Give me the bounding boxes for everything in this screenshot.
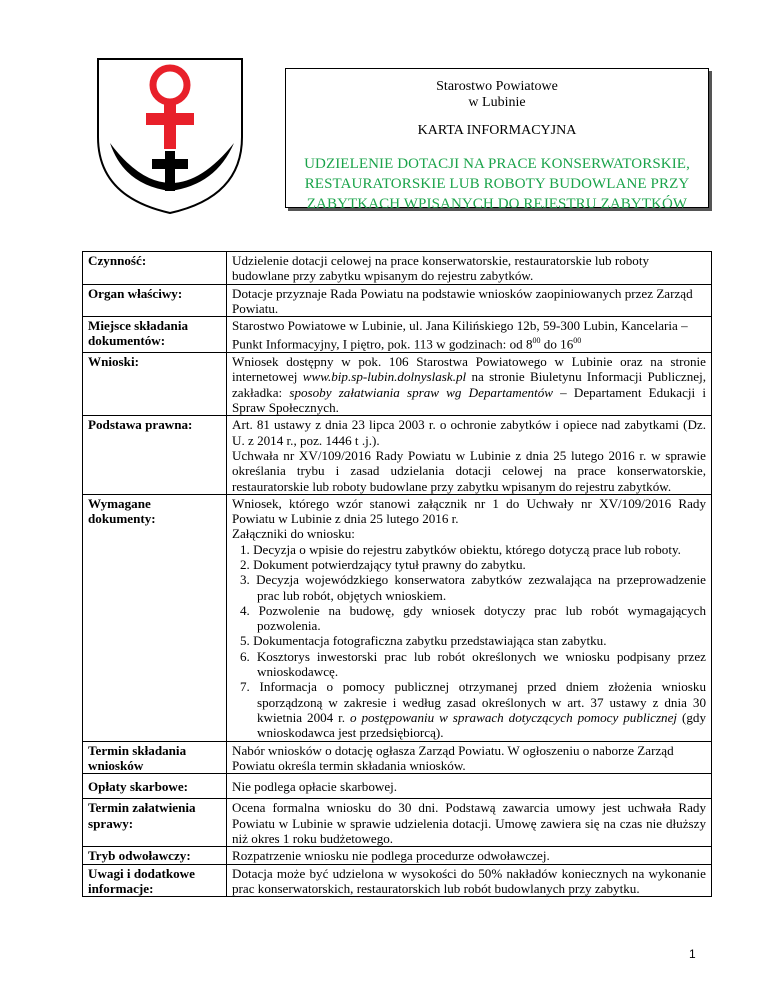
value-czynnosc: Udzielenie dotacji celowej na prace konserwatorskie, restauratorskie lub roboty budowlane przy zabytku wpisanym do rejestru zabytków. [227,252,712,285]
value-tryb: Rozpatrzenie wniosku nie podlega procedurze odwoławczej. [227,847,712,864]
row-miejsce [83,317,712,353]
wymagane-zal-heading: Załączniki do wniosku: [232,526,355,542]
wnioski-text-3: Departament Edukacji i Spraw Społecznych. [232,384,706,416]
label-tryb: Tryb odwoławczy: [83,847,227,864]
label-podstawa: Podstawa prawna: [83,416,227,494]
label-termin-skladania: Termin składania wniosków [83,741,227,774]
miejsce-text: Starostwo Powiatowe w Lubinie, ul. Jana Kilińskiego 12b, 59-300 Lubin, Kancelaria – Punkt Informacyjny, I piętro, pok. 113 w godzinach: od 8 [232,318,688,352]
row-wymagane [83,494,712,741]
page-number: 1 [689,947,696,961]
subject-line-3: ZABYTKACH WPISANYCH DO REJESTRU ZABYTKÓW [306,196,688,212]
card-title: KARTA INFORMACYJNA [417,123,577,138]
row-podstawa [83,416,712,494]
attachment-item: 2. Dokument potwierdzający tytuł prawny do zabytku. [240,557,526,572]
wnioski-tab: sposoby załatwiania spraw wg Departamentów – [289,384,567,400]
attachment-item: 3. Decyzja wojewódzkiego konserwatora zabytków zezwalająca na przeprowadzenie prac lub robót, objętych wnioskiem. [240,572,706,603]
value-termin-zalatwienia: Ocena formalna wniosku do 30 dni. Podstawą zawarcia umowy jest uchwała Rady Powiatu w Lubinie w sprawie udzielenia dotacji. Umowę zawiera się na czas nie dłuższy niż okres 1 roku budżetowego. [227,799,712,847]
value-oplaty: Nie podlega opłacie skarbowej. [227,774,712,799]
attachment-item [232,679,706,740]
value-miejsce [227,317,712,353]
attachment-item: 5. Dokumentacja fotograficzna zabytku przedstawiająca stan zabytku. [240,633,607,649]
row-czynnosc [83,252,712,285]
label-uwagi: Uwagi i dodatkowe informacje: [83,864,227,897]
att7-italic: o postępowaniu w sprawach dotyczących pomocy publicznej [349,709,678,725]
label-termin-zalatwienia: Termin załatwienia sprawy: [83,799,227,847]
wnioski-link[interactable]: www.bip.sp-lubin.dolnyslask.pl [302,369,467,385]
value-podstawa [227,416,712,494]
podstawa-act: Art. 81 ustawy z dnia 23 lipca 2003 r. o ochronie zabytków i opiece nad zabytkami (Dz. U. z 2014 r., poz. 1446 t .j.). [232,417,706,448]
wnioski-text-1: Wniosek dostępny w pok. 106 Starostwa Powiatowego w Lubinie oraz na stronie internetowej [232,354,706,385]
value-organ: Dotacje przyznaje Rada Powiatu na podstawie wniosków zaopiniowanych przez Zarząd Powiatu. [227,284,712,317]
office-name: Starostwo Powiatowe [436,79,558,94]
value-termin-skladania: Nabór wniosków o dotację ogłasza Zarząd Powiatu. W ogłoszeniu o naborze Zarząd Powiatu określa termin składania wniosków. [227,741,712,774]
attachment-item: 6. Kosztorys inwestorski prac lub robót określonych we wniosku podpisany przez wnioskodawcę. [240,648,706,680]
label-oplaty: Opłaty skarbowe: [83,774,227,799]
row-oplaty [83,774,712,799]
value-wymagane [227,494,712,741]
label-wymagane: Wymagane dokumenty: [83,494,227,741]
miejsce-sup-2: 00 [573,336,582,346]
label-wnioski: Wnioski: [83,353,227,416]
attachments-list [232,542,706,741]
att7-text: 7. Informacja o pomocy publicznej otrzymanej przed dniem złożenia wniosku sporządzoną w zakresie i według zasad określonych w art. 37 ustawy z dnia 30 kwietnia 2004 r. [240,679,706,725]
wymagane-intro: Wniosek, którego wzór stanowi załącznik nr 1 do Uchwały nr XV/109/2016 Rady Powiatu w Lubinie z dnia 25 lutego 2016 r. [232,495,706,527]
att7-end: (gdy wnioskodawca jest przedsiębiorcą). [257,709,706,741]
subject-line-2: RESTAURATORSKIE LUB ROBOTY BUDOWLANE PRZY [304,176,690,192]
office-city: w Lubinie [468,95,526,110]
subject-line-1: UDZIELENIE DOTACJI NA PRACE KONSERWATORSKIE, [304,156,690,172]
value-uwagi: Dotacja może być udzielona w wysokości do 50% nakładów koniecznych na wykonanie prac konserwatorskich, restauratorskich lub robót budowlanych przy zabytku. [227,864,712,897]
miejsce-mid: do 16 [540,336,574,352]
row-organ [83,284,712,317]
row-uwagi [83,864,712,897]
row-wnioski [83,353,712,416]
header-box [285,68,709,212]
row-tryb [83,847,712,864]
info-table [82,251,712,897]
wnioski-text-2: na stronie Biuletynu Informacji Publicznej, zakładka: [232,369,707,400]
row-termin-zalatwienia [83,799,712,847]
row-termin-skladania [83,741,712,774]
miejsce-sup-1: 00 [532,336,541,346]
label-miejsce: Miejsce składania dokumentów: [83,317,227,353]
podstawa-resolution: Uchwała nr XV/109/2016 Rady Powiatu w Lubinie z dnia 25 lutego 2016 r. w sprawie określania trybu i zasad udzielania dotacji celowej na prace konserwatorskie, restauratorskie lub roboty budowlane przy zabytku wpisanym do rejestru zabytków. [232,447,706,494]
label-organ: Organ właściwy: [83,284,227,317]
label-czynnosc: Czynność: [83,252,227,285]
attachment-item: 1. Decyzja o wpisie do rejestru zabytków obiektu, którego dotyczą prace lub roboty. [240,541,681,557]
attachment-item: 4. Pozwolenie na budowę, gdy wniosek dotyczy prac lub robót wymagających pozwolenia. [240,602,706,634]
coat-of-arms-icon [94,55,246,215]
value-wnioski [227,353,712,416]
